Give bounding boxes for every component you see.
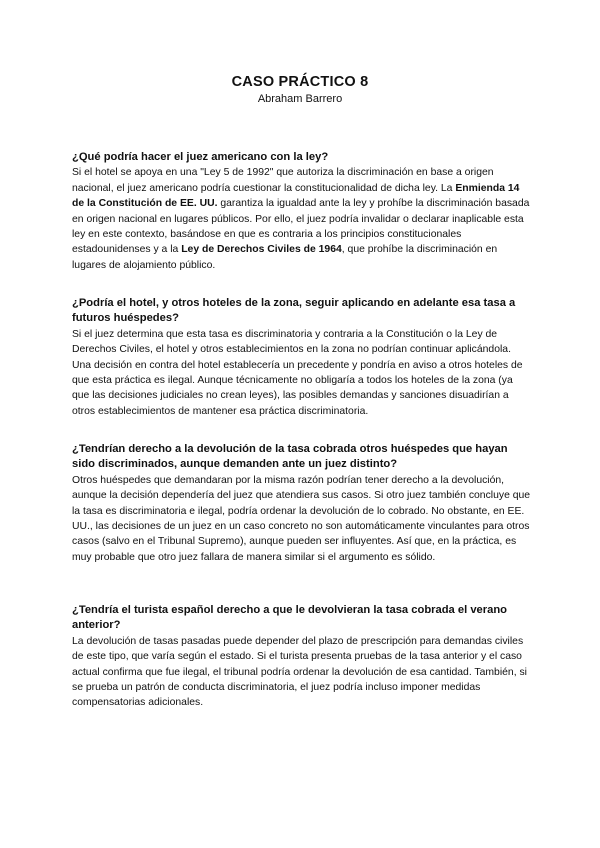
section-3-question: ¿Tendrían derecho a la devolución de la tasa cobrada otros huéspedes que hayan sido discriminados, aunque demanden ante un juez distinto? (72, 443, 508, 471)
document-author: Abraham Barrero (257, 93, 343, 105)
answer-bold-text: Enmienda 14 de la Constitución de EE. UU. (72, 182, 520, 210)
answer-text: Si el hotel se apoya en una "Ley 5 de 1992" que autoriza la discriminación en base a origen nacional, el juez americano podría cuestionar la constitucionalidad de dicha ley. La (72, 167, 494, 194)
section-1-question: ¿Qué podría hacer el juez americano con la ley? (72, 151, 329, 163)
section-4-question: ¿Tendría el turista español derecho a que le devolvieran la tasa cobrada el verano anterior? (72, 604, 508, 632)
section-2-question: ¿Podría el hotel, y otros hoteles de la zona, seguir aplicando en adelante esa tasa a futuros huéspedes? (72, 297, 516, 325)
section-4 (72, 603, 532, 711)
section-3-answer: Otros huéspedes que demandaran por la misma razón podrían tener derecho a la devolución, aunque la decisión dependería del juez que atendiera sus casos. Si otro juez también concluye que la tasa es discriminatoria e ilegal, podría ordenar la devolución de lo cobrado. No obstante, en EE. UU., las decisiones de un juez en un caso concreto no son automáticamente vinculantes para otros casos (salvo en el Tribunal Supremo), aunque pueden ser influyentes. Así que, en la práctica, es muy probable que otro juez fallara de manera similar si el argumento es sólido. (72, 474, 531, 563)
section-1-answer (72, 165, 532, 273)
section-2-answer: Si el juez determina que esta tasa es discriminatoria y contraria a la Constitución o la Ley de Derechos Civiles, el hotel y otros establecimientos en la zona no podrían continuar aplicándola. Una decisión en contra del hotel establecería un precedente y pondría en aviso a otros hoteles de que esta práctica es ilegal. Aunque técnicamente no obligaría a todos los hoteles de la zona (ya que las decisiones judiciales no crean leyes), las posibles demandas y sanciones disuadirían a otros establecimientos de mantener esa práctica discriminatoria. (72, 328, 523, 417)
answer-bold-text: Ley de Derechos Civiles de 1964 (181, 244, 342, 256)
section-3 (72, 442, 532, 565)
section-4-answer: La devolución de tasas pasadas puede depender del plazo de prescripción para demandas civiles de este tipo, que varía según el estado. Si el turista presenta pruebas de la tasa anterior y el caso actual confirma que fue ilegal, el tribunal podría ordenar la devolución de esa cantidad. También, si se prueba un patrón de conducta discriminatoria, el juez podría incluso imponer medidas compensatorias adicionales. (72, 635, 527, 709)
document-title: CASO PRÁCTICO 8 (231, 74, 369, 90)
answer-text: garantiza la igualdad ante la ley y prohíbe la discriminación basada en origen nacional en lugares públicos. Por ello, el juez podría invalidar o declarar inaplicable esta ley en este contexto, basándose en que es contraria a los principios constitucionales estadounidenses y a la (72, 198, 530, 256)
answer-text: , que prohíbe la discriminación en lugares de alojamiento público. (72, 244, 498, 271)
section-1 (72, 150, 532, 273)
section-2 (72, 296, 532, 419)
